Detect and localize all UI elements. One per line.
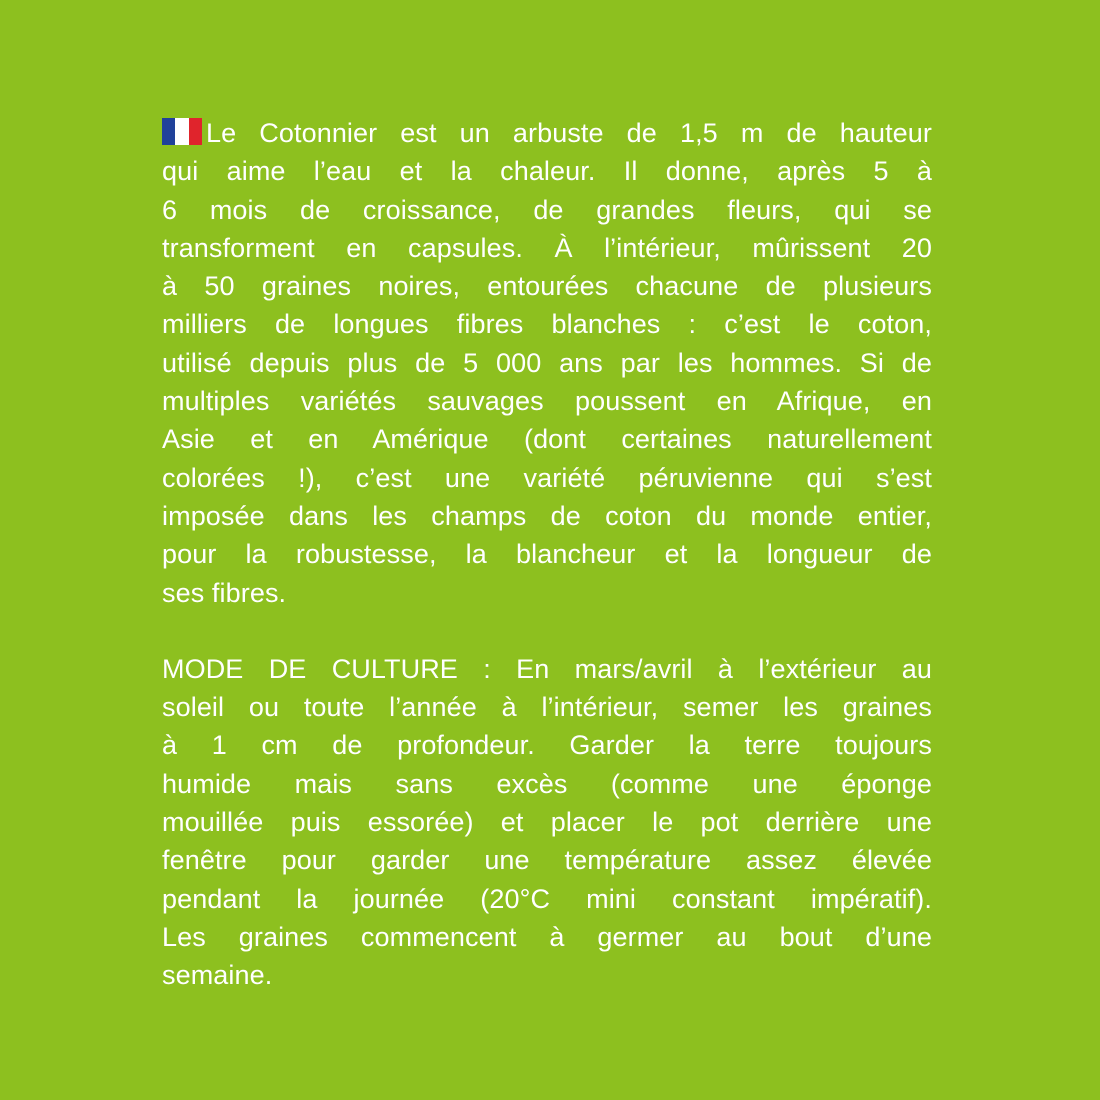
culture-paragraph: [162, 650, 932, 995]
text-line: humide mais sans excès (comme une éponge: [162, 768, 932, 799]
text-line: à 1 cm de profondeur. Garder la terre toujours: [162, 730, 932, 761]
intro-paragraph: [162, 114, 932, 612]
text-line: pour la robustesse, la blancheur et la longueur de: [162, 539, 932, 570]
text-line: imposée dans les champs de coton du monde entier,: [162, 500, 932, 531]
text-block: [162, 114, 932, 995]
text-line: milliers de longues fibres blanches : c’est le coton,: [162, 309, 932, 340]
text-line: MODE DE CULTURE : En mars/avril à l’extérieur au: [162, 653, 932, 684]
text-line: transforment en capsules. À l’intérieur, mûrissent 20: [162, 232, 932, 263]
text-line: soleil ou toute l’année à l’intérieur, semer les graines: [162, 692, 932, 723]
text-line: qui aime l’eau et la chaleur. Il donne, après 5 à: [162, 156, 932, 187]
text-line: semaine.: [162, 960, 273, 991]
text-line: mouillée puis essorée) et placer le pot derrière une: [162, 807, 932, 838]
text-line: Les graines commencent à germer au bout d’une: [162, 921, 932, 952]
text-line: pendant la journée (20°C mini constant impératif).: [162, 883, 932, 914]
text-line: [162, 114, 932, 152]
france-flag-icon: [162, 118, 202, 145]
text-line: utilisé depuis plus de 5 000 ans par les hommes. Si de: [162, 347, 932, 378]
text-line: colorées !), c’est une variété péruvienne qui s’est: [162, 462, 932, 493]
text-line: ses fibres.: [162, 577, 287, 608]
text-line: multiples variétés sauvages poussent en Afrique, en: [162, 386, 932, 417]
text-line: 6 mois de croissance, de grandes fleurs, qui se: [162, 194, 932, 225]
text-line: à 50 graines noires, entourées chacune de plusieurs: [162, 271, 932, 302]
text-line: fenêtre pour garder une température assez élevée: [162, 845, 932, 876]
line-text: Le Cotonnier est un arbuste de 1,5 m de hauteur: [206, 118, 932, 148]
text-line: Asie et en Amérique (dont certaines naturellement: [162, 424, 932, 455]
